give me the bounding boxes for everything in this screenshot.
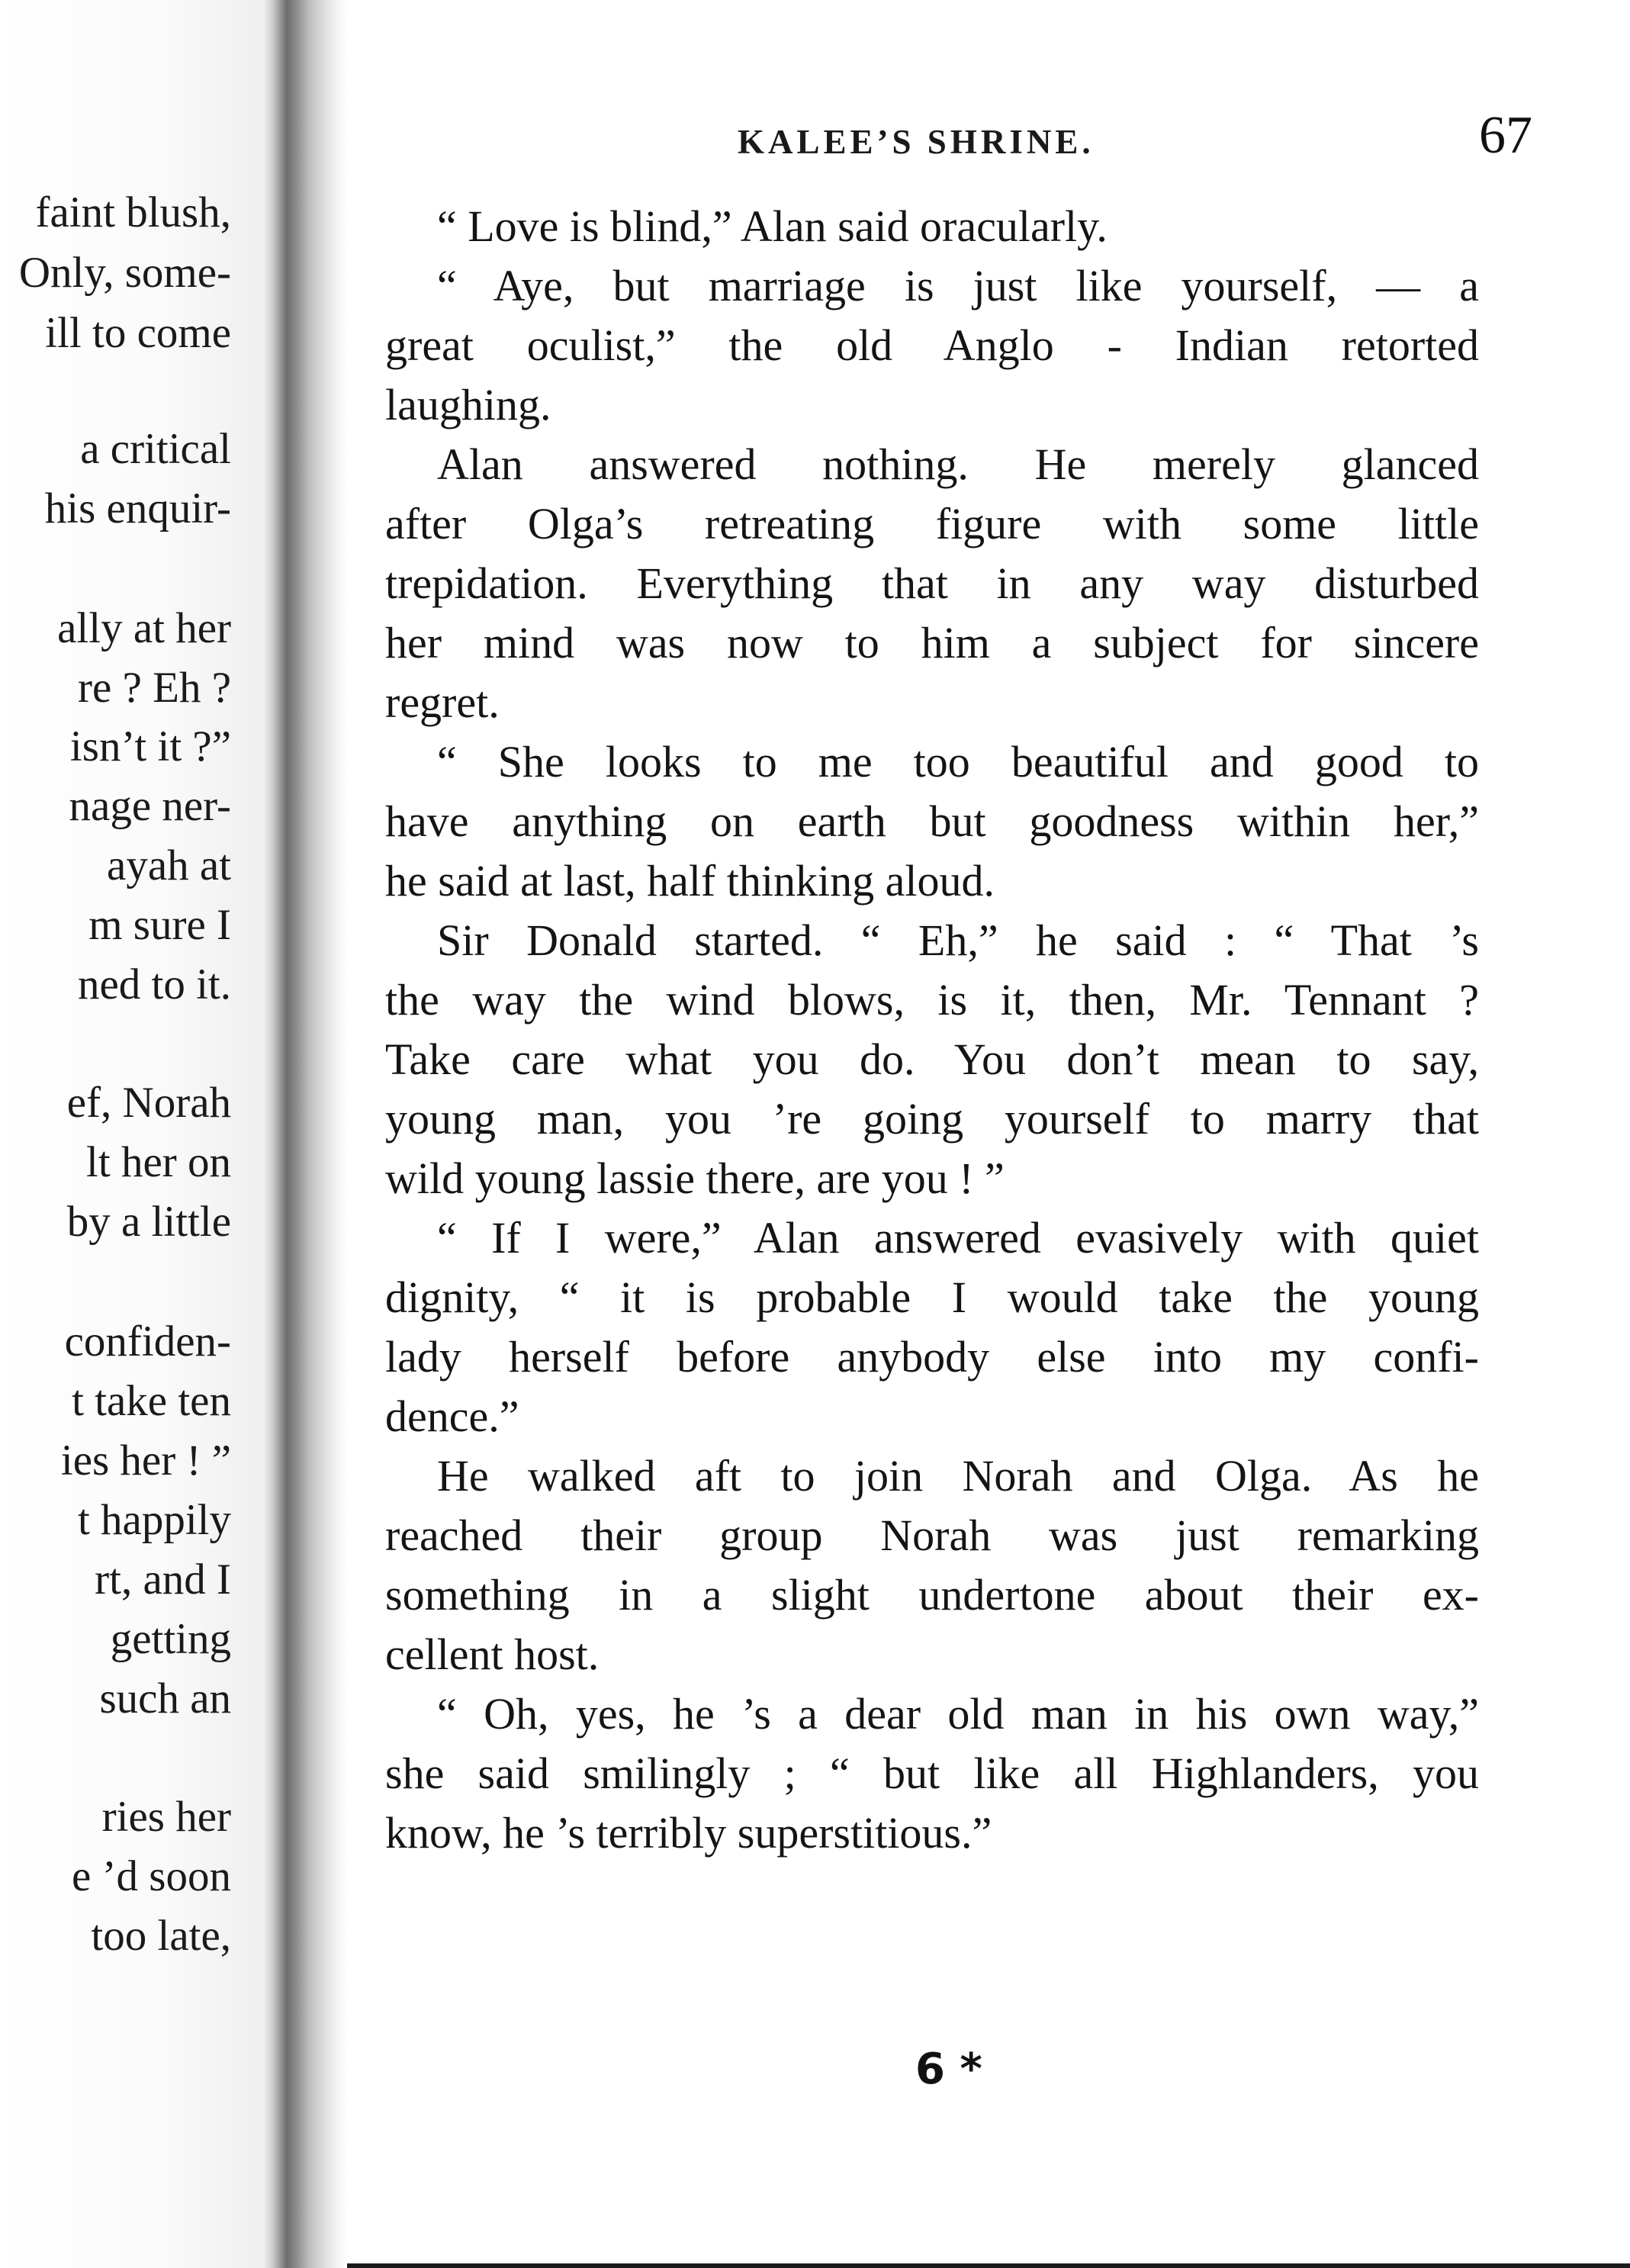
text-line: reached their group Norah was just remarking <box>385 1510 1479 1560</box>
text-line: something in a slight undertone about their ex- <box>385 1570 1479 1620</box>
text-line: know, he ’s terribly superstitious.” <box>385 1808 992 1858</box>
text-line: “ She looks to me too beautiful and good to <box>437 737 1479 787</box>
left-page-line: too late, <box>91 1912 231 1960</box>
page-edge <box>347 2263 1630 2268</box>
left-page-line: m sure I <box>88 901 231 949</box>
text-line: have anything on earth but goodness within her,” <box>385 796 1479 846</box>
left-page-line: t take ten <box>72 1377 231 1425</box>
left-page-line: ally at her <box>57 604 231 652</box>
text-line: “ Oh, yes, he ’s a dear old man in his own way,” <box>437 1689 1479 1739</box>
left-page-line: re ? Eh ? <box>78 664 231 712</box>
left-page-line: isn’t it ?” <box>69 722 231 770</box>
text-line: Alan answered nothing. He merely glanced <box>437 439 1479 489</box>
text-line: wild young lassie there, are you ! ” <box>385 1153 1005 1203</box>
text-line: she said smilingly ; “ but like all Highlanders, you <box>385 1748 1479 1798</box>
left-page-line: e ’d soon <box>72 1852 231 1900</box>
text-line: the way the wind blows, is it, then, Mr. Tennant ? <box>385 975 1479 1025</box>
left-page-line: Only, some- <box>18 249 231 297</box>
left-page-line: getting <box>110 1615 231 1663</box>
left-page-line: ill to come <box>45 309 231 357</box>
text-line: great oculist,” the old Anglo - Indian retorted <box>385 320 1479 370</box>
text-line: Take care what you do. You don’t mean to say, <box>385 1034 1479 1084</box>
text-line: “ If I were,” Alan answered evasively with quiet <box>437 1213 1479 1263</box>
text-line: her mind was now to him a subject for sincere <box>385 618 1479 668</box>
text-line: trepidation. Everything that in any way disturbed <box>385 558 1479 608</box>
left-page-line: lt her on <box>86 1138 231 1186</box>
text-line: dignity, “ it is probable I would take the young <box>385 1272 1479 1322</box>
signature-mark: 6 * <box>915 2044 982 2094</box>
text-line: “ Love is blind,” Alan said oracularly. <box>437 201 1108 251</box>
text-line: He walked aft to join Norah and Olga. As he <box>437 1451 1479 1501</box>
text-line: lady herself before anybody else into my confi- <box>385 1332 1479 1382</box>
text-line: “ Aye, but marriage is just like yourself, — a <box>437 261 1479 310</box>
left-page-line: faint blush, <box>35 188 231 236</box>
text-line: regret. <box>385 677 500 727</box>
text-line: laughing. <box>385 380 551 429</box>
left-page-line: ef, Norah <box>66 1079 231 1127</box>
left-page-line: nage ner- <box>69 782 231 830</box>
left-page-line: rt, and I <box>95 1555 231 1604</box>
text-line: after Olga’s retreating figure with some little <box>385 499 1479 549</box>
text-line: he said at last, half thinking aloud. <box>385 856 995 906</box>
text-line: dence.” <box>385 1391 519 1441</box>
left-page-line: ies her ! ” <box>60 1436 231 1485</box>
left-page-line: his enquir- <box>44 484 231 532</box>
left-page-fragment <box>0 0 271 2268</box>
book-gutter <box>263 0 347 2268</box>
page-number: 67 <box>1479 106 1532 165</box>
left-page-line: by a little <box>66 1198 231 1246</box>
left-page-line: such an <box>99 1674 231 1723</box>
text-line: young man, you ’re going yourself to marry that <box>385 1094 1479 1144</box>
left-page-line: ned to it. <box>77 960 231 1009</box>
left-page-line: t happily <box>77 1496 231 1544</box>
left-page-line: ries her <box>101 1793 231 1841</box>
text-line: Sir Donald started. “ Eh,” he said : “ That ’s <box>437 915 1479 965</box>
left-page-line: ayah at <box>107 841 231 890</box>
text-line: cellent host. <box>385 1629 600 1679</box>
left-page-line: confiden- <box>64 1317 231 1366</box>
running-head: KALEE’S SHRINE. <box>738 123 1095 161</box>
left-page-line: a critical <box>80 425 231 473</box>
right-page <box>347 0 1630 2268</box>
